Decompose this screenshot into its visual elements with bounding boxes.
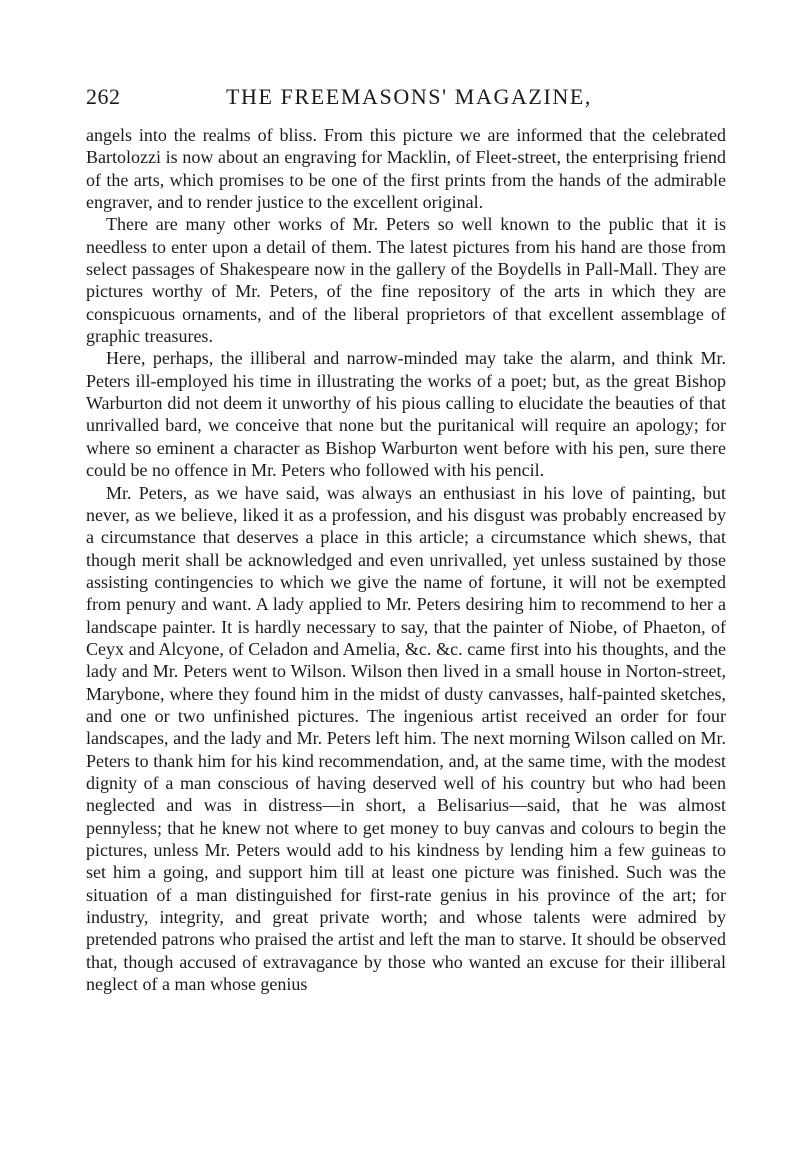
page-number: 262 [86, 84, 121, 109]
running-title: THE FREEMASONS' MAGAZINE, [226, 84, 593, 109]
paragraph-3: Here, perhaps, the illiberal and narrow-minded may take the alarm, and think Mr. Peters ill-employed his time in illustrating the works of a poet; but, as the great Bishop Warburton did not deem it unworthy of his pious calling to elucidate the beauties of that unrivalled bard, we conceive that none but the puritanical will require an apology; for where so eminent a character as Bishop Warburton went before with his pen, sure there could be no offence in Mr. Peters who followed with his pencil. [86, 348, 726, 481]
paragraph-2: There are many other works of Mr. Peters so well known to the public that it is needless to enter upon a detail of them. The latest pictures from his hand are those from select passages of Shakespeare now in the gallery of the Boydells in Pall-Mall. They are pictures worthy of Mr. Peters, of the fine repository of the arts in which they are conspicuous ornaments, and of the liberal proprietors of that excellent assemblage of graphic treasures. [86, 214, 726, 347]
page-header [86, 84, 726, 120]
paragraph-4: Mr. Peters, as we have said, was always an enthusiast in his love of painting, but never, as we believe, liked it as a profession, and his disgust was probably encreased by a circumstance that deserves a place in this article; a circumstance which shews, that though merit shall be acknowledged and even unrivalled, yet unless sustained by those assisting contingencies to which we give the name of fortune, it will not be exempted from penury and want. A lady applied to Mr. Peters desiring him to recommend to her a landscape painter. It is hardly necessary to say, that the painter of Niobe, of Phaeton, of Ceyx and Alcyone, of Celadon and Amelia, &c. &c. came first into his thoughts, and the lady and Mr. Peters went to Wilson. Wilson then lived in a small house in Norton-street, Marybone, where they found him in the midst of dusty canvasses, half-painted sketches, and one or two unfinished pictures. The ingenious artist received an order for four landscapes, and the lady and Mr. Peters left him. The next morning Wilson called on Mr. Peters to thank him for his kind recommendation, and, at the same time, with the modest dignity of a man conscious of having deserved well of his country but who had been neglected and was in distress—in short, a Belisarius—said, that he was almost pennyless; that he knew not where to get money to buy canvas and colours to begin the pictures, unless Mr. Peters would add to his kindness by lending him a few guineas to set him a going, and support him till at least one picture was finished. Such was the situation of a man distinguished for first-rate genius in his province of the art; for industry, integrity, and great private worth; and whose talents were admired by pretended patrons who praised the artist and left the man to starve. It should be observed that, though accused of extravagance by those who wanted an excuse for their illiberal neglect of a man whose genius [86, 482, 726, 995]
article-body [86, 124, 726, 995]
paragraph-1: angels into the realms of bliss. From this picture we are informed that the celebrated Bartolozzi is now about an engraving for Macklin, of Fleet-street, the enterprising friend of the arts, which promises to be one of the first prints from the hands of the admirable engraver, and to render justice to the excellent original. [86, 125, 726, 213]
